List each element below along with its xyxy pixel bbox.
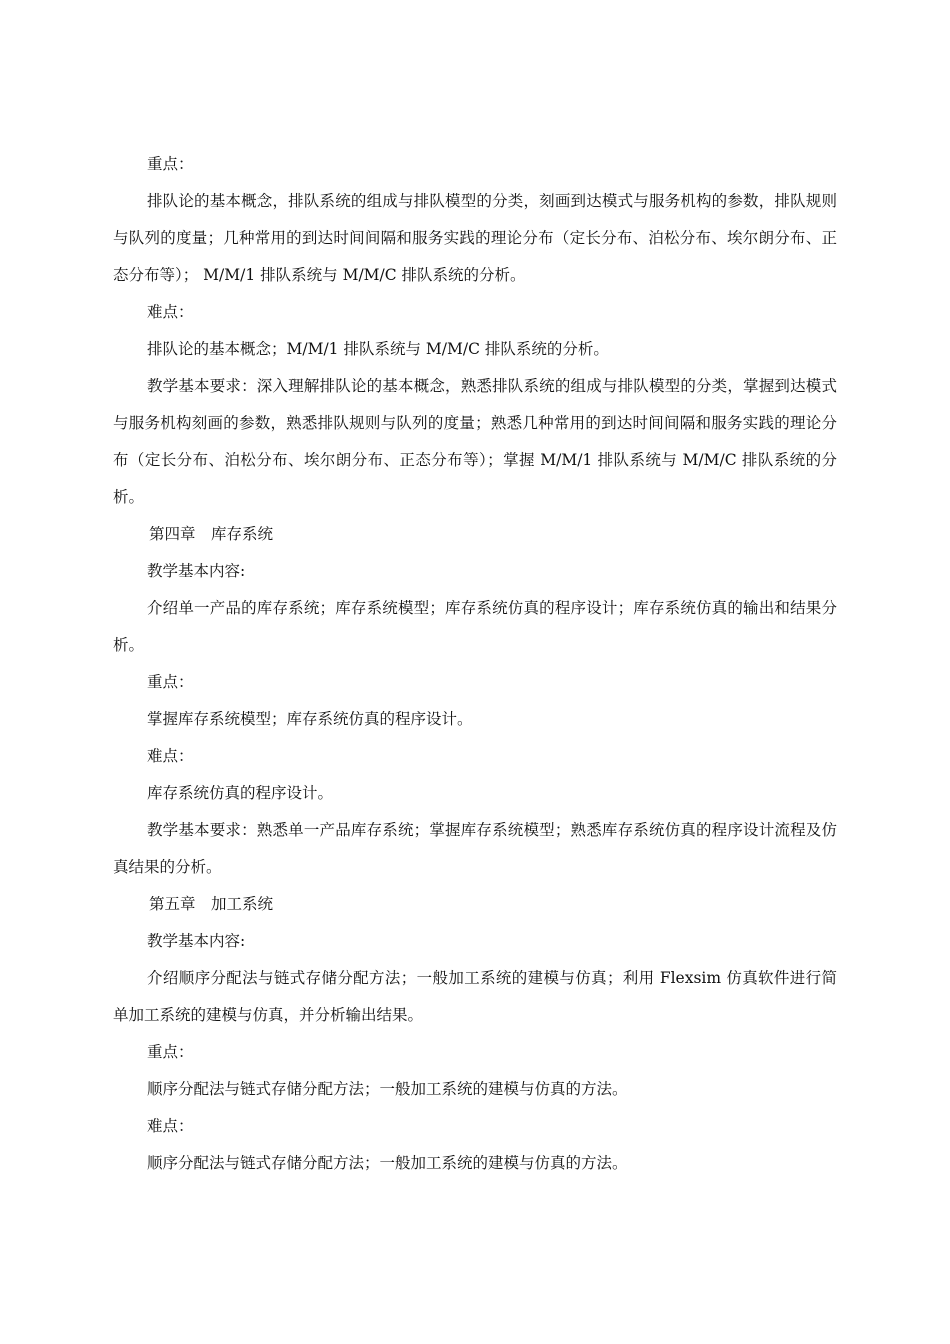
body-paragraph: 掌握库存系统模型；库存系统仿真的程序设计。 <box>147 710 473 728</box>
chapter-heading: 第五章 加工系统 <box>149 895 274 913</box>
section-label-difficulties: 难点： <box>147 1117 194 1135</box>
body-paragraph-requirements: 教学基本要求：熟悉单一产品库存系统；掌握库存系统模型；熟悉库存系统仿真的程序设计流程及仿真结果的分析。 <box>113 821 837 876</box>
section-label-key-points: 重点： <box>147 1043 194 1061</box>
section-label-difficulties: 难点： <box>147 303 194 321</box>
body-paragraph: 顺序分配法与链式存储分配方法；一般加工系统的建模与仿真的方法。 <box>147 1080 628 1098</box>
body-paragraph-requirements: 教学基本要求：深入理解排队论的基本概念，熟悉排队系统的组成与排队模型的分类，掌握到达模式与服务机构刻画的参数，熟悉排队规则与队列的度量；熟悉几种常用的到达时间间隔和服务实践的理论分布（定长分布、泊松分布、埃尔朗分布、正态分布等）；掌握 M/M/1 排队系统与 M/M/C 排队系统的分析。 <box>113 377 837 506</box>
section-label-content: 教学基本内容: <box>147 562 246 580</box>
body-paragraph: 顺序分配法与链式存储分配方法；一般加工系统的建模与仿真的方法。 <box>147 1154 628 1172</box>
section-label-content: 教学基本内容: <box>147 932 246 950</box>
document-body <box>113 146 837 1182</box>
chapter-heading: 第四章 库存系统 <box>149 525 274 543</box>
body-paragraph: 介绍单一产品的库存系统；库存系统模型；库存系统仿真的程序设计；库存系统仿真的输出和结果分析。 <box>113 599 837 654</box>
section-label-difficulties: 难点： <box>147 747 194 765</box>
body-paragraph: 排队论的基本概念，排队系统的组成与排队模型的分类，刻画到达模式与服务机构的参数，排队规则与队列的度量；几种常用的到达时间间隔和服务实践的理论分布（定长分布、泊松分布、埃尔朗分布、正态分布等）； M/M/1 排队系统与 M/M/C 排队系统的分析。 <box>113 192 837 284</box>
body-paragraph: 介绍顺序分配法与链式存储分配方法；一般加工系统的建模与仿真；利用 Flexsim 仿真软件进行简单加工系统的建模与仿真，并分析输出结果。 <box>113 969 837 1024</box>
body-paragraph: 库存系统仿真的程序设计。 <box>147 784 334 802</box>
section-label-key-points: 重点： <box>147 673 194 691</box>
body-paragraph: 排队论的基本概念；M/M/1 排队系统与 M/M/C 排队系统的分析。 <box>147 340 609 358</box>
section-label-key-points: 重点： <box>147 155 194 173</box>
